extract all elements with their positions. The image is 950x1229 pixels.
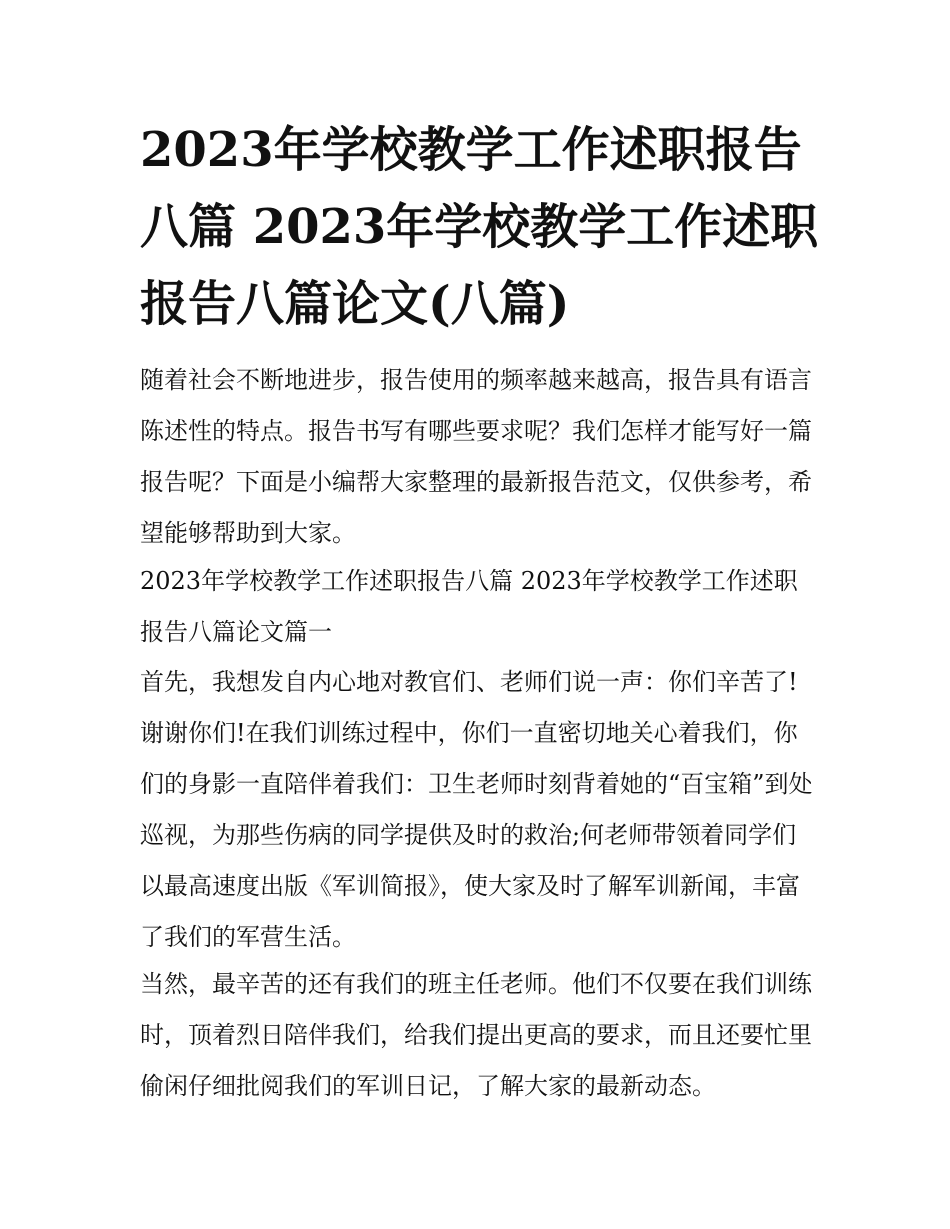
document-title: 2023年学校教学工作述职报告八篇 2023年学校教学工作述职报告八篇论文(八篇)	[140, 122, 819, 332]
intro-paragraph: 随着社会不断地进步，报告使用的频率越来越高，报告具有语言陈述性的特点。报告书写有哪些要求呢？我们怎样才能写好一篇报告呢？下面是小编帮大家整理的最新报告范文，仅供参考，希望能够帮助到大家。	[140, 366, 812, 547]
section-heading: 2023年学校教学工作述职报告八篇 2023年学校教学工作述职报告八篇论文篇一	[140, 567, 798, 646]
body-paragraph: 当然，最辛苦的还有我们的班主任老师。他们不仅要在我们训练时，顶着烈日陪伴我们，给我们提出更高的要求，而且还要忙里偷闲仔细批阅我们的军训日记，了解大家的最新动态。	[140, 970, 812, 1100]
body-paragraph: 首先，我想发自内心地对教官们、老师们说一声：你们辛苦了!谢谢你们!在我们训练过程中，你们一直密切地关心着我们，你们的身影一直陪伴着我们：卫生老师时刻背着她的“百宝箱”到处巡视，为那些伤病的同学提供及时的救治;何老师带领着同学们以最高速度出版《军训简报》，使大家及时了解军训新闻，丰富了我们的军营生活。	[140, 668, 813, 951]
